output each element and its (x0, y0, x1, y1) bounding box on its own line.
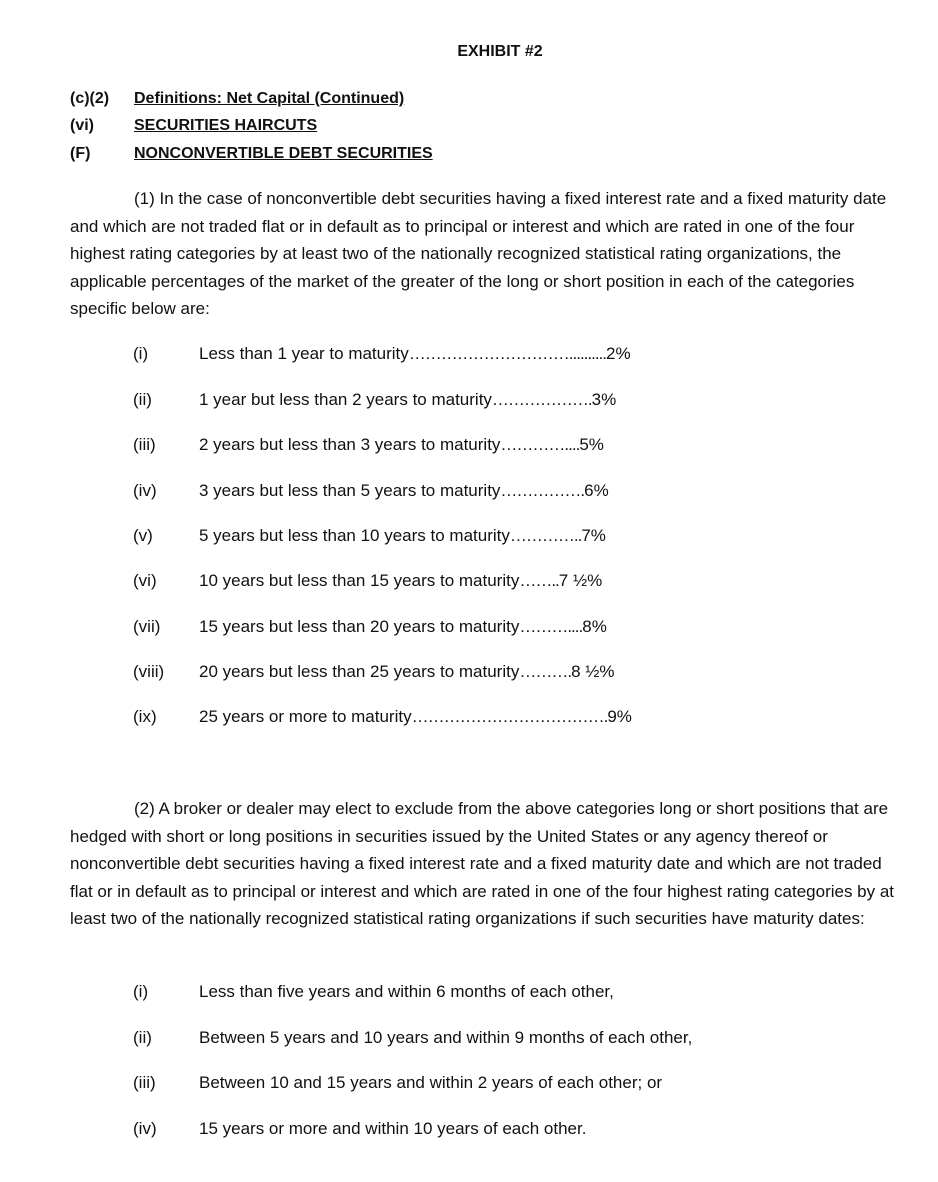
paragraph-1 (70, 185, 908, 323)
leader-dots: ………………. (491, 390, 592, 409)
leader-dots: …….. (519, 571, 559, 590)
heading-text: Definitions: Net Capital (Continued) (134, 90, 405, 107)
hedge-condition: Between 10 and 15 years and within 2 years of each other; or (199, 1073, 663, 1092)
maturity-range: 15 years but less than 20 years to maturity (199, 617, 520, 636)
heading-text: NONCONVERTIBLE DEBT SECURITIES (134, 145, 433, 162)
haircut-rate: 8 ½% (571, 662, 615, 681)
heading-number: (F) (70, 145, 91, 162)
leader-dots: ………………………………. (411, 707, 608, 726)
hedge-list-item: (iv) 15 years or more and within 10 years of each other. (133, 1119, 587, 1138)
haircut-rate: 6% (584, 481, 609, 500)
paragraph-2 (70, 795, 908, 933)
maturity-range: 20 years but less than 25 years to maturity (199, 662, 520, 681)
haircut-row: (vi) 10 years but less than 15 years to maturity……..7 ½% (133, 571, 603, 590)
haircut-row: (iv) 3 years but less than 5 years to maturity…………….6% (133, 481, 609, 500)
heading-nonconvertible-debt (70, 143, 433, 165)
heading-text: SECURITIES HAIRCUTS (134, 117, 318, 134)
haircut-row: (ii) 1 year but less than 2 years to maturity……………….3% (133, 390, 617, 409)
haircut-rate: 9% (607, 707, 632, 726)
hedge-list-item: (i) Less than five years and within 6 months of each other, (133, 982, 614, 1001)
hedge-condition: 15 years or more and within 10 years of each other. (199, 1119, 587, 1138)
maturity-range: Less than 1 year to maturity (199, 344, 409, 363)
leader-dots: ………………………….......... (408, 344, 607, 363)
exhibit-title: EXHIBIT #2 (457, 43, 543, 60)
hedge-condition: Less than five years and within 6 months of each other, (199, 982, 614, 1001)
haircut-row: (ix) 25 years or more to maturity……………………………….9% (133, 707, 632, 726)
maturity-range: 10 years but less than 15 years to maturity (199, 571, 520, 590)
hedge-list-item: (iii) Between 10 and 15 years and within 2 years of each other; or (133, 1073, 663, 1092)
maturity-range: 1 year but less than 2 years to maturity (199, 390, 492, 409)
haircut-row: (v) 5 years but less than 10 years to maturity…………..7% (133, 526, 606, 545)
maturity-range: 2 years but less than 3 years to maturity (199, 435, 501, 454)
haircut-row: (vii) 15 years but less than 20 years to maturity………....8% (133, 617, 607, 636)
leader-dots: ………. (519, 662, 572, 681)
haircut-rate: 3% (591, 390, 617, 409)
haircut-rate: 7% (581, 526, 606, 545)
haircut-rate: 5% (579, 435, 604, 454)
leader-dots: ………….. (509, 526, 582, 545)
paragraph-1-text: (1) In the case of nonconvertible debt securities having a fixed interest rate and a fixed maturity date and which are not traded flat or in default as to principal or interest and which are rated in one of the four highest rating categories by at least two of the nationally recognized statistical rating organizations, the applicable percentages of the market of the greater of the long or short position in each of the categories specific below are: (70, 189, 887, 318)
haircut-row: (i) Less than 1 year to maturity…………………………..........2% (133, 344, 631, 363)
heading-number: (c)(2) (70, 90, 110, 107)
leader-dots: ……………. (500, 481, 585, 500)
haircut-rate: 7 ½% (558, 571, 603, 590)
haircut-rate: 2% (606, 344, 631, 363)
maturity-range: 25 years or more to maturity (199, 707, 412, 726)
leader-dots: ……….... (519, 617, 583, 636)
hedge-list-item: (ii) Between 5 years and 10 years and within 9 months of each other, (133, 1028, 693, 1047)
heading-number: (vi) (70, 117, 94, 134)
heading-net-capital (70, 88, 404, 110)
heading-securities-haircuts (70, 115, 317, 137)
hedge-condition: Between 5 years and 10 years and within 9 months of each other, (199, 1028, 693, 1047)
maturity-range: 5 years but less than 10 years to maturity (199, 526, 510, 545)
maturity-range: 3 years but less than 5 years to maturity (199, 481, 501, 500)
paragraph-2-text: (2) A broker or dealer may elect to exclude from the above categories long or short positions that are hedged with short or long positions in securities issued by the United States or any agency thereof or nonconvertible debt securities having a fixed interest rate and a fixed maturity date and which are not traded flat or in default as to principal or interest and which are rated in one of the four highest rating categories by at least two of the nationally recognized statistical rating organizations if such securities have maturity dates: (70, 799, 895, 928)
haircut-row: (iii) 2 years but less than 3 years to maturity…………....5% (133, 435, 604, 454)
haircut-rate: 8% (582, 617, 607, 636)
haircut-row: (viii) 20 years but less than 25 years to maturity……….8 ½% (133, 662, 615, 681)
leader-dots: ………….... (500, 435, 580, 454)
